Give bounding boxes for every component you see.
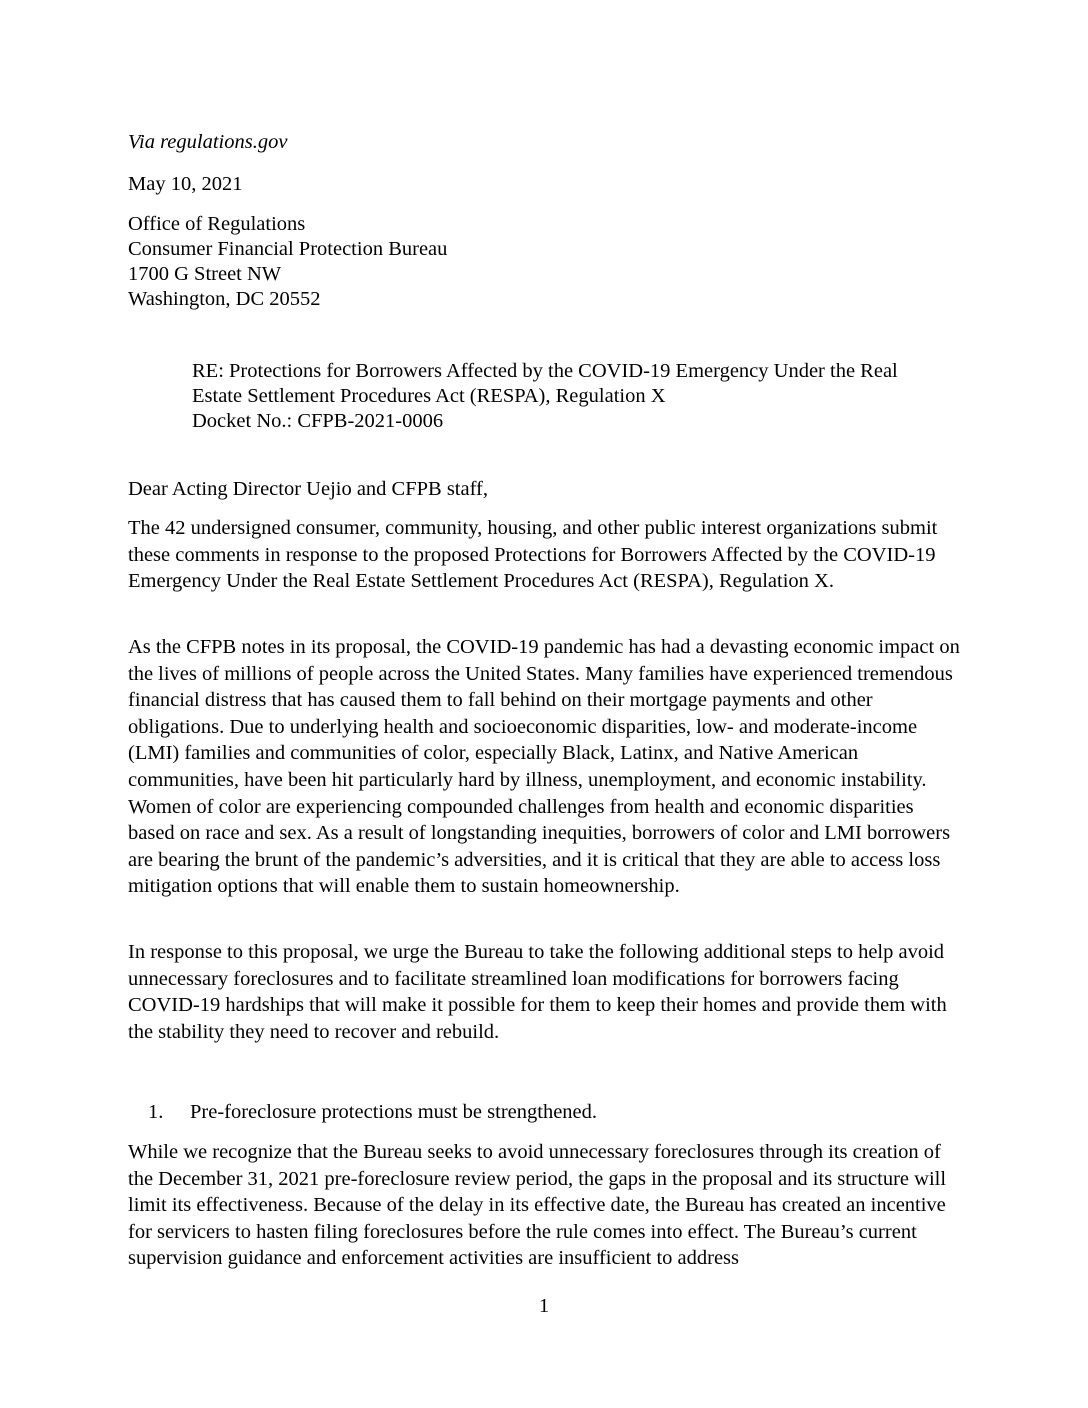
body-paragraph: As the CFPB notes in its proposal, the COVID-19 pandemic has had a devasting economic impact on the lives of millions of people across the United States. Many families have experienced tremendous financial distress that has caused them to fall behind on their mortgage payments and other obligations. Due to underlying health and socioeconomic disparities, low- and moderate-income (LMI) families and communities of color, especially Black, Latinx, and Native American communities, have been hit particularly hard by illness, unemployment, and economic instability. Women of color are experiencing compounded challenges from health and economic disparities based on race and sex. As a result of longstanding inequities, borrowers of color and LMI borrowers are bearing the brunt of the pandemic’s adversities, and it is critical that they are able to access loss mitigation options that will enable them to sustain homeownership. <box>128 636 960 898</box>
body-paragraph: In response to this proposal, we urge the Bureau to take the following additional steps to help avoid unnecessary foreclosures and to facilitate streamlined loan modifications for borrowers facing COVID-19 hardships that will make it possible for them to keep their homes and provide them with the stability they need to recover and rebuild. <box>128 941 947 1043</box>
re-line: RE: Protections for Borrowers Affected by the COVID-19 Emergency Under the Real <box>192 360 898 382</box>
body-paragraph: The 42 undersigned consumer, community, housing, and other public interest organizations submit these comments in response to the proposed Protections for Borrowers Affected by the COVID-19 Emergency Under the Real Estate Settlement Procedures Act (RESPA), Regulation X. <box>128 517 938 593</box>
re-line: Estate Settlement Procedures Act (RESPA), Regulation X <box>192 385 666 407</box>
address-line: 1700 G Street NW <box>128 263 282 285</box>
re-line: Docket No.: CFPB-2021-0006 <box>192 410 444 432</box>
section-title: Pre-foreclosure protections must be strengthened. <box>190 1101 598 1123</box>
salutation: Dear Acting Director Uejio and CFPB staff, <box>128 478 489 500</box>
section-number: 1. <box>148 1101 164 1123</box>
section-heading <box>148 1100 597 1124</box>
address-line: Washington, DC 20552 <box>128 288 321 310</box>
address-line: Office of Regulations <box>128 213 306 235</box>
address-line: Consumer Financial Protection Bureau <box>128 238 448 260</box>
section-paragraph: While we recognize that the Bureau seeks to avoid unnecessary foreclosures through its creation of the December 31, 2021 pre-foreclosure review period, the gaps in the proposal and its structure will limit its effectiveness. Because of the delay in its effective date, the Bureau has created an incentive for servicers to hasten filing foreclosures before the rule comes into effect. The Bureau’s current supervision guidance and enforcement activities are insufficient to address <box>128 1141 947 1270</box>
delivery-method: Via regulations.gov <box>128 131 288 153</box>
letter-date: May 10, 2021 <box>128 173 243 195</box>
page-number: 1 <box>538 1295 550 1317</box>
